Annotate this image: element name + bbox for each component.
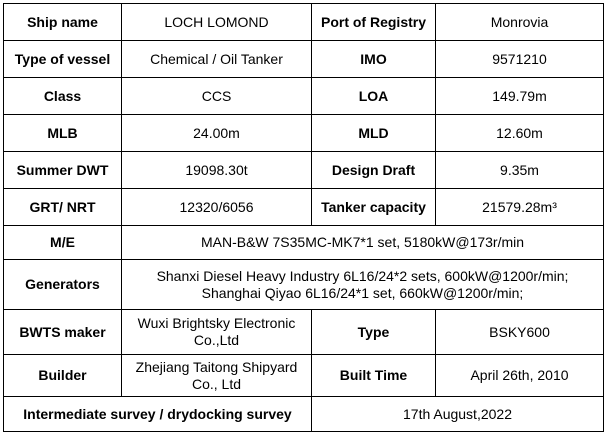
- builder-value: [122, 355, 312, 397]
- built-time-value: April 26th, 2010: [436, 355, 604, 397]
- table-row: [4, 355, 604, 397]
- survey-value: 17th August,2022: [312, 397, 604, 432]
- table-row: [4, 115, 604, 152]
- grt-nrt-value: 12320/6056: [122, 189, 312, 226]
- table-row: [4, 226, 604, 260]
- mld-label: MLD: [312, 115, 436, 152]
- survey-label: Intermediate survey / drydocking survey: [4, 397, 312, 432]
- builder-line-2: Co., Ltd: [191, 375, 242, 392]
- built-time-label: Built Time: [312, 355, 436, 397]
- grt-nrt-label: GRT/ NRT: [4, 189, 122, 226]
- type-of-vessel-label: Type of vessel: [4, 41, 122, 78]
- builder-line-1: Zhejiang Taitong Shipyard: [135, 358, 298, 375]
- type-of-vessel-value: Chemical / Oil Tanker: [122, 41, 312, 78]
- imo-label: IMO: [312, 41, 436, 78]
- table-row: [4, 78, 604, 115]
- table-row: [4, 4, 604, 41]
- builder-label: Builder: [4, 355, 122, 397]
- bwts-maker-label: BWTS maker: [4, 310, 122, 355]
- generators-line-2: Shanghai Qiyao 6L16/24*1 set, 660kW@1200r/min;: [201, 284, 524, 301]
- loa-value: 149.79m: [436, 78, 604, 115]
- generators-value: [122, 260, 604, 310]
- ship-name-value: LOCH LOMOND: [122, 4, 312, 41]
- loa-label: LOA: [312, 78, 436, 115]
- imo-value: 9571210: [436, 41, 604, 78]
- main-engine-label: M/E: [4, 226, 122, 260]
- table-row: [4, 189, 604, 226]
- bwts-maker-line-1: Wuxi Brightsky Electronic: [137, 315, 296, 331]
- port-of-registry-value: Monrovia: [436, 4, 604, 41]
- table-row: [4, 310, 604, 355]
- table-row: [4, 41, 604, 78]
- bwts-type-value: BSKY600: [436, 310, 604, 355]
- tanker-capacity-label: Tanker capacity: [312, 189, 436, 226]
- main-engine-value: MAN-B&W 7S35MC-MK7*1 set, 5180kW@173r/min: [122, 226, 604, 260]
- design-draft-value: 9.35m: [436, 152, 604, 189]
- design-draft-label: Design Draft: [312, 152, 436, 189]
- summer-dwt-label: Summer DWT: [4, 152, 122, 189]
- table-row: [4, 397, 604, 432]
- ship-name-label: Ship name: [4, 4, 122, 41]
- bwts-maker-value: [122, 310, 312, 355]
- tanker-capacity-value: 21579.28m³: [436, 189, 604, 226]
- class-value: CCS: [122, 78, 312, 115]
- mlb-label: MLB: [4, 115, 122, 152]
- port-of-registry-label: Port of Registry: [312, 4, 436, 41]
- mlb-value: 24.00m: [122, 115, 312, 152]
- class-label: Class: [4, 78, 122, 115]
- bwts-type-label: Type: [312, 310, 436, 355]
- bwts-maker-line-2: Co.,Ltd: [193, 332, 240, 348]
- generators-line-1: Shanxi Diesel Heavy Industry 6L16/24*2 sets, 600kW@1200r/min;: [156, 267, 569, 284]
- summer-dwt-value: 19098.30t: [122, 152, 312, 189]
- vessel-particulars-table: [3, 3, 604, 432]
- table-row: [4, 260, 604, 310]
- generators-label: Generators: [4, 260, 122, 310]
- table-row: [4, 152, 604, 189]
- mld-value: 12.60m: [436, 115, 604, 152]
